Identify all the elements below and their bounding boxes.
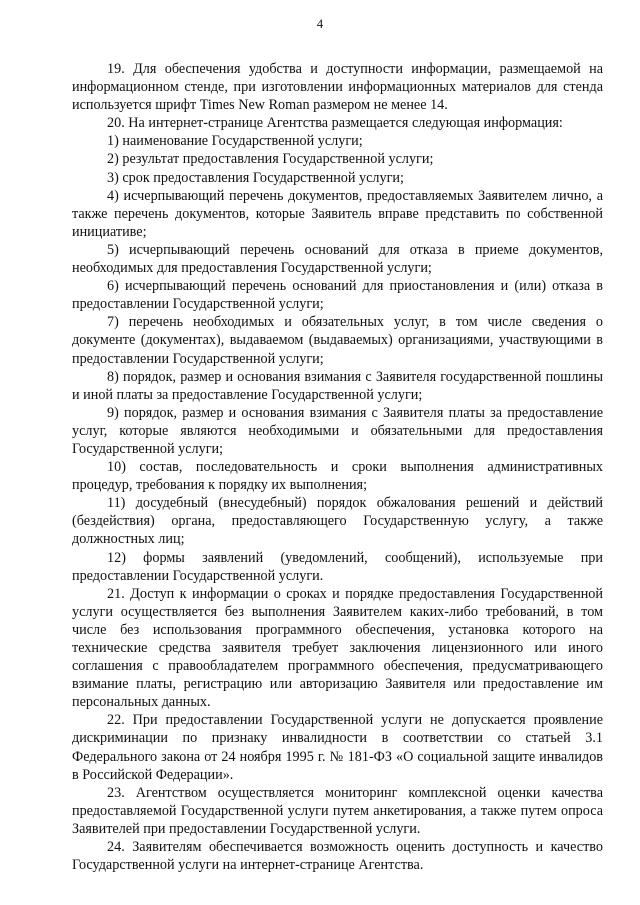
paragraph-20: 20. На интернет-странице Агентства размещается следующая информация: — [107, 115, 563, 132]
document-body — [72, 60, 603, 874]
list-item-3: 3) срок предоставления Государственной услуги; — [107, 169, 404, 186]
list-item-7: 7) перечень необходимых и обязательных услуг, в том числе сведения о документе (документах), выдаваемом (выдаваемых) организациями, участвующими в предоставлении Государственной услуги; — [72, 314, 603, 367]
paragraph-23: 23. Агентством осуществляется мониторинг комплексной оценки качества предоставляемой Государственной услуги путем анкетирования, а также путем опроса Заявителей при предоставлении Государственной услуги. — [72, 784, 603, 837]
paragraph-21: 21. Доступ к информации о сроках и порядке предоставления Государственной услуги осуществляется без выполнения Заявителем каких-либо требований, в том числе без использования программного обеспечения, установка которого на технические средства заявителя требует заключения лицензионного или иного соглашения с правообладателем программного обеспечения, предусматривающего взимание платы, регистрацию или авторизацию Заявителя или предоставление им персональных данных. — [72, 585, 603, 711]
list-item-12: 12) формы заявлений (уведомлений, сообщений), используемые при предоставлении Государственной услуги. — [72, 549, 603, 584]
list-item-10: 10) состав, последовательность и сроки выполнения административных процедур, требования к порядку их выполнения; — [72, 459, 603, 494]
paragraph-24: 24. Заявителям обеспечивается возможность оценить доступность и качество Государственной услуги на интернет-странице Агентства. — [72, 839, 603, 874]
list-item-4: 4) исчерпывающий перечень документов, предоставляемых Заявителем лично, а также перечень документов, которые Заявитель вправе представить по собственной инициативе; — [72, 187, 603, 240]
list-item-6: 6) исчерпывающий перечень оснований для приостановления и (или) отказа в предоставлении Государственной услуги; — [72, 278, 603, 313]
list-item-9: 9) порядок, размер и основания взимания с Заявителя платы за предоставление услуг, которые являются необходимыми и обязательными для предоставления Государственной услуги; — [72, 404, 603, 457]
list-item-8: 8) порядок, размер и основания взимания с Заявителя государственной пошлины и иной платы за предоставление Государственной услуги; — [72, 368, 603, 403]
list-item-1: 1) наименование Государственной услуги; — [107, 133, 363, 150]
page-number: 4 — [316, 17, 324, 31]
paragraph-19: 19. Для обеспечения удобства и доступности информации, размещаемой на информационном стенде, при изготовлении информационных материалов для стенда используется шрифт Times New Roman размером не менее 14. — [72, 61, 603, 114]
list-item-5: 5) исчерпывающий перечень оснований для отказа в приеме документов, необходимых для предоставления Государственной услуги; — [72, 241, 603, 277]
paragraph-22: 22. При предоставлении Государственной услуги не допускается проявление дискриминации по признаку инвалидности в соответствии со статьей 3.1 Федерального закона от 24 ноября 1995 г. № 181-ФЗ «О социальной защите инвалидов в Российской Федерации». — [72, 712, 603, 783]
list-item-11: 11) досудебный (внесудебный) порядок обжалования решений и действий (бездействия) органа, предоставляющего Государственную услугу, а также должностных лиц; — [72, 495, 603, 548]
list-item-2: 2) результат предоставления Государственной услуги; — [107, 151, 434, 168]
